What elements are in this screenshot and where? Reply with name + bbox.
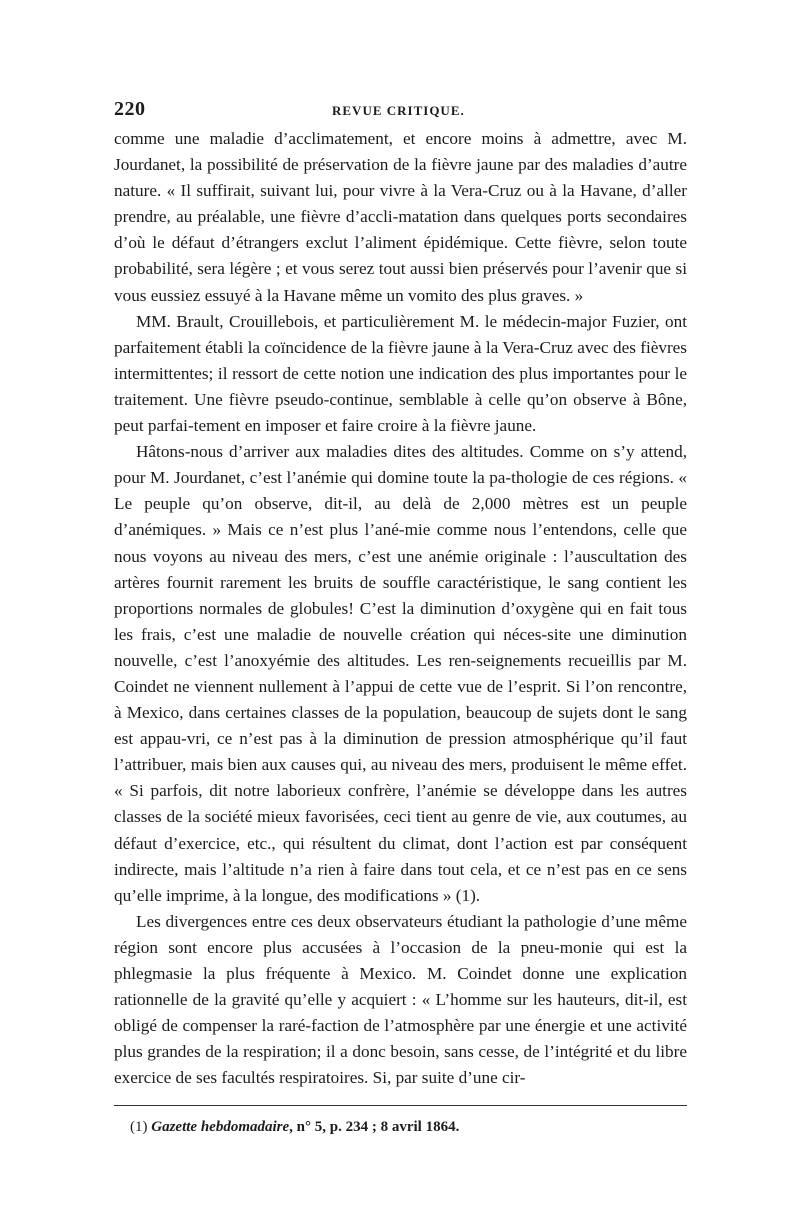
footnote-marker: (1) (130, 1119, 148, 1136)
footnote (114, 1116, 687, 1138)
paragraph-3: Hâtons-nous d’arriver aux maladies dites des altitudes. Comme on s’y attend, pour M. Jourdanet, c’est l’anémie qui domine toute la pa-thologie de ces régions. « Le peuple qu’on observe, dit-il, au delà de 2,000 mètres est un peuple d’anémiques. » Mais ce n’est plus l’ané-mie comme nous l’entendons, celle que nous voyons au niveau des mers, c’est une anémie originale : l’auscultation des artères fournit rarement les bruits de souffle caractéristique, le sang contient les proportions normales de globules! C’est la diminution d’oxygène qui en fait tous les frais, c’est une maladie de nouvelle création qui néces-site une diminution nouvelle, c’est l’anoxyémie des altitudes. Les ren-seignements recueillis par M. Coindet ne viennent nullement à l’appui de cette vue de l’esprit. Si l’on rencontre, à Mexico, dans certaines classes de la population, beaucoup de sujets dont le sang est appau-vri, ce n’est pas à la diminution de pression atmosphérique qu’il faut l’attribuer, mais bien aux causes qui, au niveau des mers, produisent le même effet. « Si parfois, dit notre laborieux confrère, l’anémie se développe dans les autres classes de la société mieux favorisées, ceci tient au genre de vie, aux coutumes, au défaut d’exercice, etc., qui résultent du climat, dont l’action est par conséquent indirecte, mais l’altitude n’a rien à faire dans tout cela, et ce n’est pas en ce sens qu’elle imprime, à la longue, des modifications » (1). (114, 442, 687, 905)
page (114, 98, 687, 1138)
footnote-source: Gazette hebdomadaire (151, 1119, 290, 1136)
paragraph-2: MM. Brault, Crouillebois, et particulièrement M. le médecin-major Fuzier, ont parfaitement établi la coïncidence de la fièvre jaune à la Vera-Cruz avec des fièvres intermittentes; il ressort de cette notion une indication des plus importantes pour le traitement. Une fièvre pseudo-continue, semblable à celle qu’on observe à Bône, peut parfai-tement en imposer et faire croire à la fièvre jaune. (114, 311, 687, 436)
paragraph-1: comme une maladie d’acclimatement, et encore moins à admettre, avec M. Jourdanet, la possibilité de préservation de la fièvre jaune par des maladies d’autre nature. « Il suffirait, suivant lui, pour vivre à la Vera-Cruz ou à la Havane, d’aller prendre, au préalable, une fièvre d’accli-matation dans quelques ports secondaires d’où le défaut d’étrangers exclut l’aliment épidémique. Cette fièvre, selon toute probabilité, sera légère ; et vous serez tout aussi bien préservés pour l’avenir que si vous eussiez essuyé à la Havane même un vomito des plus graves. » (114, 129, 687, 305)
running-head (114, 98, 687, 126)
footnote-details: , n° 5, p. 234 ; 8 avril 1864. (289, 1119, 460, 1136)
page-number: 220 (114, 98, 146, 120)
footnote-rule (114, 1105, 687, 1106)
body-text (114, 126, 687, 1091)
journal-title: REVUE CRITIQUE. (332, 103, 465, 118)
paragraph-4: Les divergences entre ces deux observateurs étudiant la pathologie d’une même région sont encore plus accusées à l’occasion de la pneu-monie qui est la phlegmasie la plus fréquente à Mexico. M. Coindet donne une explication rationnelle de la gravité qu’elle y acquiert : « L’homme sur les hauteurs, dit-il, est obligé de compenser la raré-faction de l’atmosphère par une énergie et une activité plus grandes de la respiration; il a donc besoin, sans cesse, de l’intégrité et du libre exercice de ses facultés respiratoires. Si, par suite d’une cir- (114, 911, 687, 1088)
